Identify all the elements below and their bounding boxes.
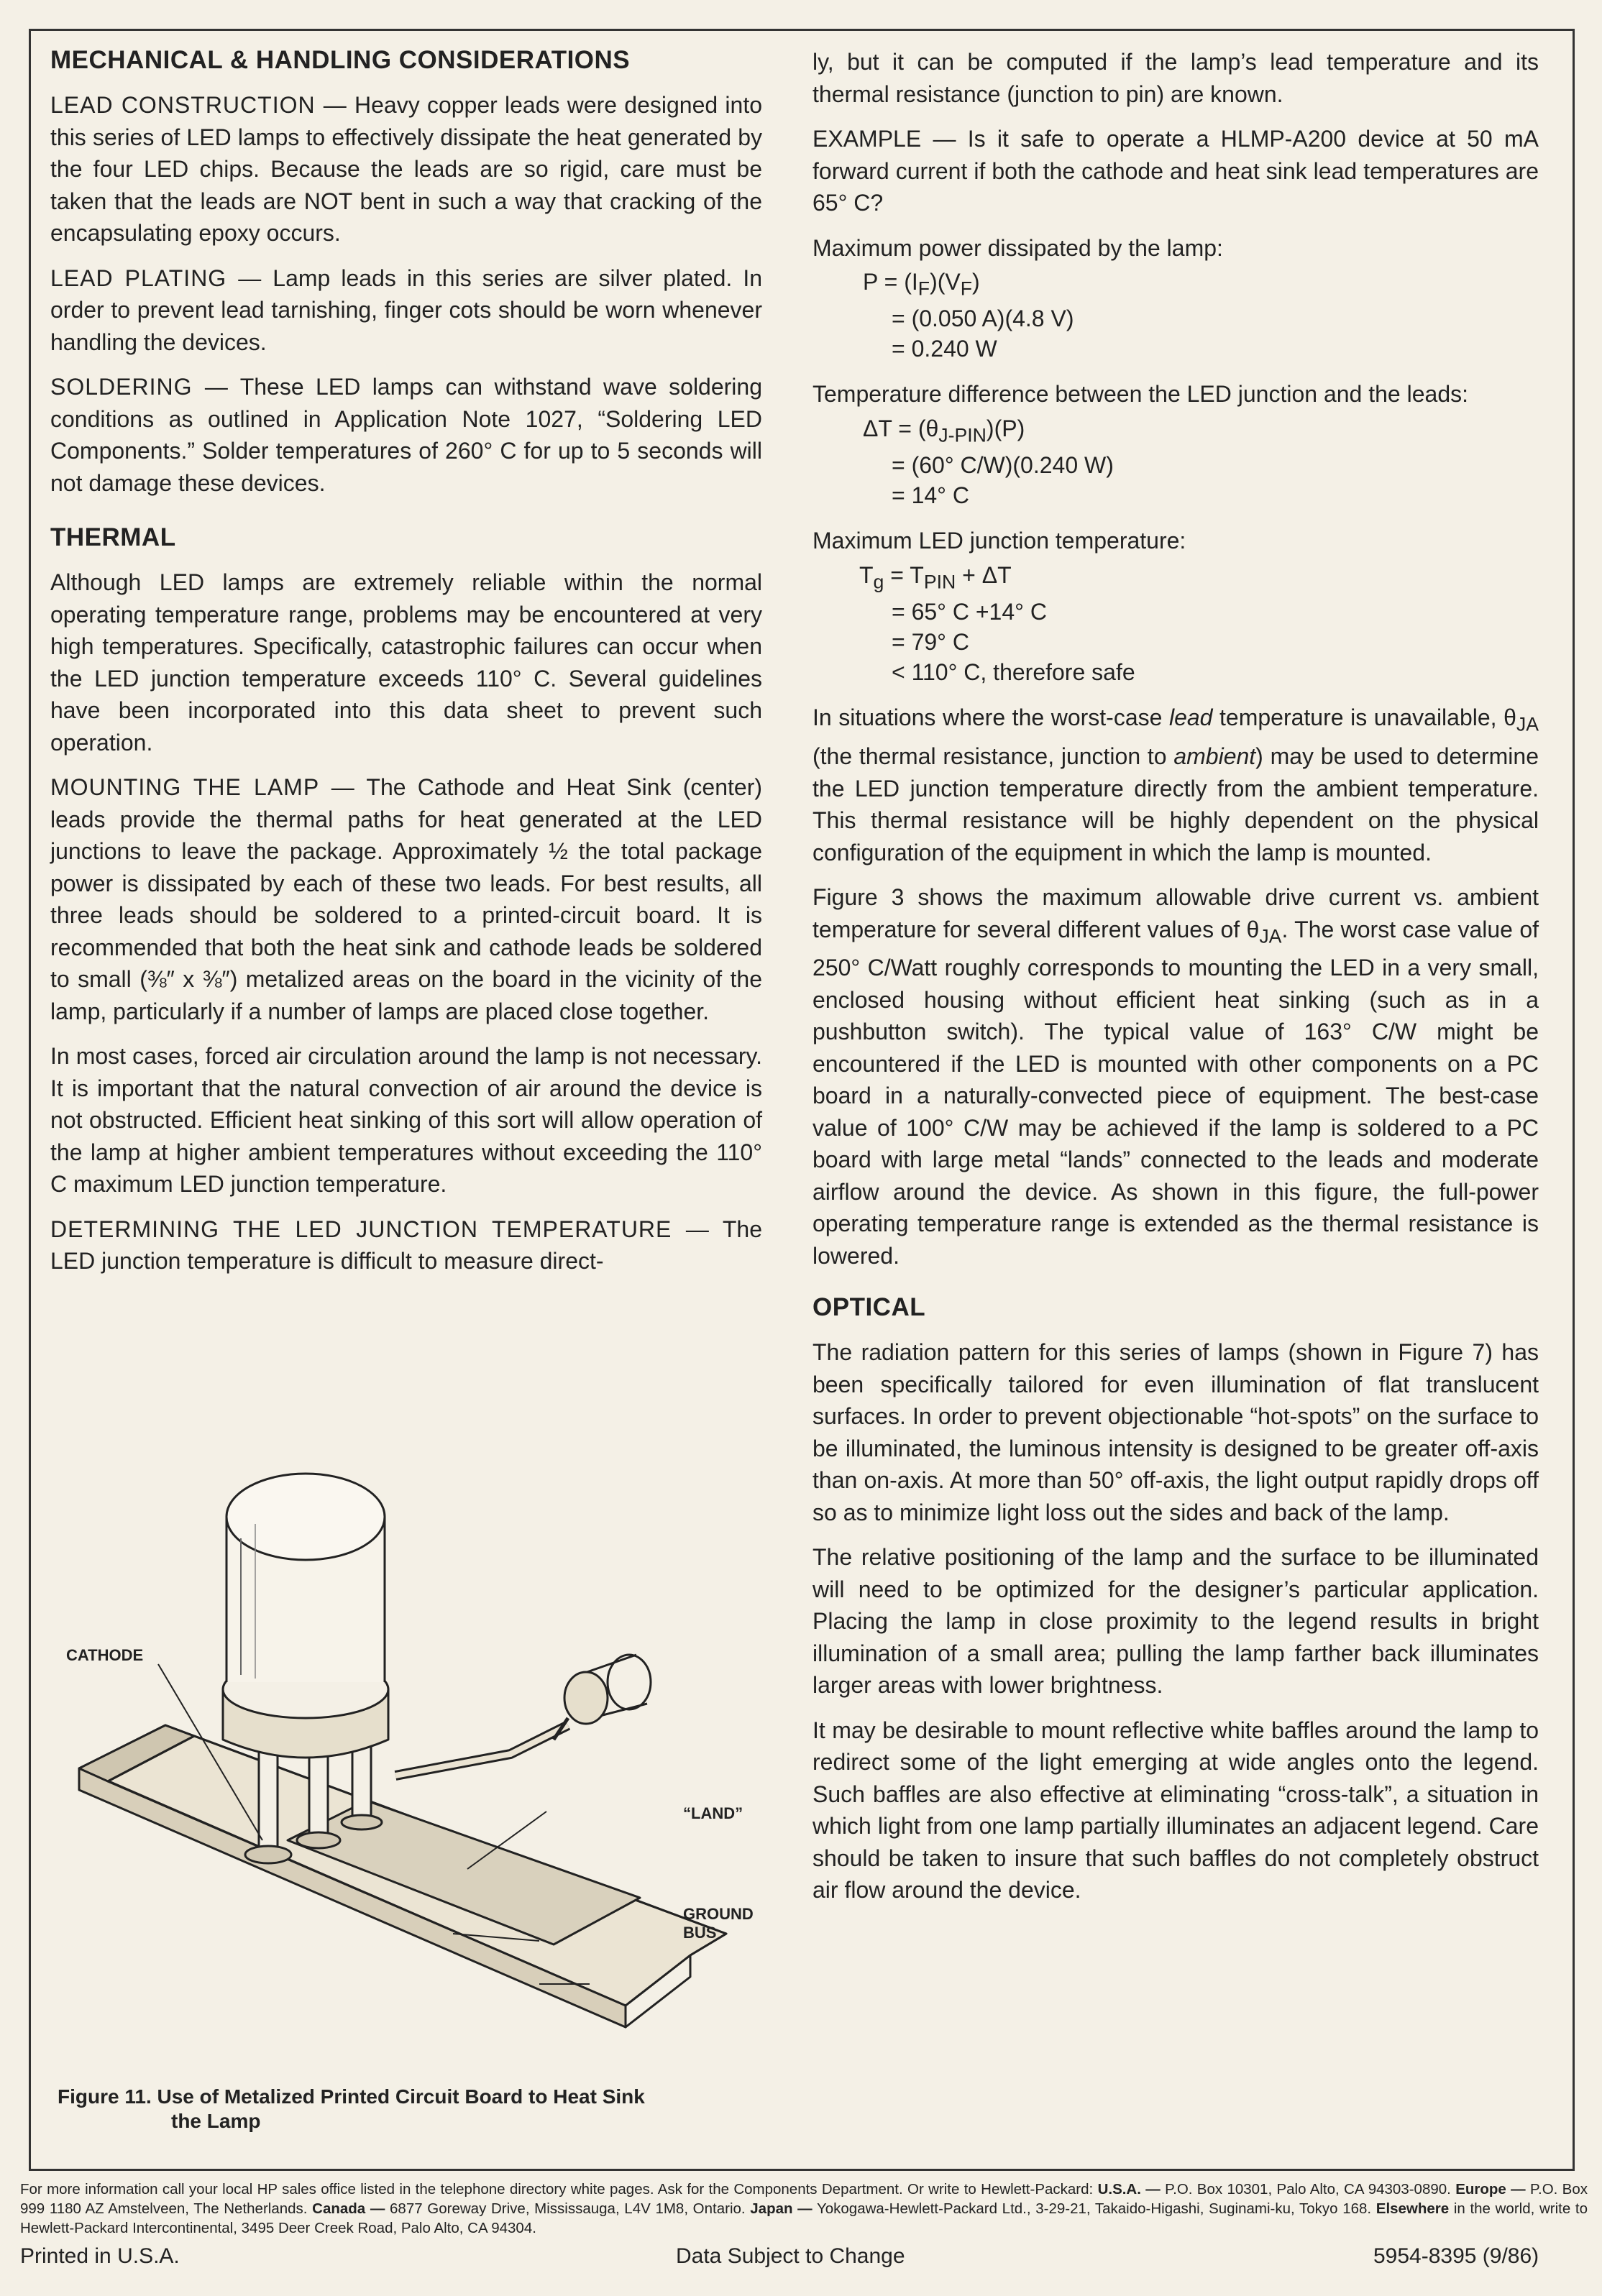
situations-paragraph: In situations where the worst-case lead temperature is unavailable, $\theta_{JA}$ (the thermal resistance, junction to ambient) may be used to determine the LED junction temperature directly from the ambient temperature. This thermal resistance will be highly dependent on the physical configuration of the equipment in which the lamp is mounted. [813, 704, 1539, 865]
soldering-paragraph: SOLDERING — These LED lamps can withstand wave soldering conditions as outlined in Application Note 1027, “Soldering LED Components.” Solder temperatures of 260° C for up to 5 seconds will not damage these devices. [50, 374, 763, 496]
data-subject-to-change: Data Subject to Change [676, 2244, 905, 2268]
figure-caption: Figure 11. Use of Metalized Printed Circuit Board to Heat Sink the Lamp [58, 2085, 645, 2132]
document-code: 5954-8395 (9/86) [1373, 2244, 1539, 2268]
lead-plating-paragraph: LEAD PLATING — Lamp leads in this series are silver plated. In order to prevent lead tarnishing, finger cots should be worn whenever handling the devices. [50, 265, 763, 355]
lead-construction-paragraph: LEAD CONSTRUCTION — Heavy copper leads were designed into this series of LED lamps to effectively dissipate the heat generated by the four LED chips. Because the leads are so rigid, care must be taken that the leads are NOT bent in such a way that cracking of the encapsulating epoxy occurs. [50, 92, 762, 246]
optical-paragraph-3: It may be desirable to mount reflective white baffles around the lamp to redirect some of the light emerging at wide angles onto the legend. Such baffles are also effective at eliminating “cross-talk”, a situation in which light from one lamp partially illuminates an adjacent legend. Care should be taken to insure that such baffles do not completely obstruct air flow around the device. [813, 1717, 1539, 1904]
determining-paragraph: DETERMINING THE LED JUNCTION TEMPERATURE — The LED junction temperature is difficult to measure direct- [50, 1216, 763, 1274]
right-column [813, 46, 1539, 1919]
optical-paragraph-2: The relative positioning of the lamp and the surface to be illuminated will need to be optimized for the designer’s particular application. Placing the lamp in close proximity to the legend results in bright illumination of a small area; pulling the lamp farther back illuminates larger areas with lower brightness. [813, 1544, 1539, 1699]
example-paragraph: EXAMPLE — Is it safe to operate a HLMP-A200 device at 50 mA forward current if both the cathode and heat sink lead temperatures are 65° C? [813, 126, 1539, 216]
footer-contact-info: For more information call your local HP sales office listed in the telephone directory white pages. Ask for the Components Department. Or write to Hewlett-Packard: U.S.A. — P.O. Box 10301, Palo Alto, CA 94303-0890. Europe — P.O. Box 999 1180 AZ Amstelveen, The Netherlands. Canada — 6877 Goreway Drive, Mississauga, L4V 1M8, Ontario. Japan — Yokogawa-Hewlett-Packard Ltd., 3-29-21, Takaido-Higashi, Suginami-ku, Tokyo 168. Elsewhere in the world, write to Hewlett-Packard Intercontinental, 3495 Deer Creek Road, Palo Alto, CA 94304. [20, 2181, 1588, 2236]
delta-t-equation: $\Delta T = (\theta_{J-PIN})(P)$ = (60° C/W)(0.240 W) = 14° C [863, 415, 1114, 509]
label-ground-bus-line2: BUS [683, 1924, 717, 1942]
figure3-paragraph: Figure 3 shows the maximum allowable drive current vs. ambient temperature for several different values of $\theta_{JA}$. The worst case value of 250° C/Watt roughly corresponds to mounting the LED in a very small, enclosed housing without efficient heat sinking (such as in a pushbutton switch). The typical value of 163° C/W might be encountered if the LED is mounted with other components on a PC board in a naturally-convected piece of equipment. The best-case value of 100° C/W may be achieved if the lamp is soldered to a PC board with large metal “lands” connected to the leads and moderate airflow around the device. As shown in this figure, the full-power operating temperature range is extended as the thermal resistance is lowered. [813, 884, 1539, 1269]
forced-air-paragraph: In most cases, forced air circulation around the lamp is not necessary. It is important that the natural convection of air around the device is not obstructed. Efficient heat sinking of this sort will allow operation of the lamp at higher ambient temperatures without exceeding the 110° C maximum LED junction temperature. [50, 1043, 762, 1197]
max-power-label: Maximum power dissipated by the lamp: [813, 234, 1223, 261]
label-cathode: CATHODE [66, 1646, 144, 1664]
lamp-on-pcb-illustration [50, 1438, 762, 2070]
printed-in: Printed in U.S.A. [20, 2244, 180, 2268]
thermal-paragraph: Although LED lamps are extremely reliable within the normal operating temperature range, problems may be encountered at very high temperatures. Specifically, catastrophic failures can occur when the LED junction temperature exceeds 110° C. Several guidelines have been incorporated into this data sheet to prevent such operation. [50, 569, 762, 756]
mounting-paragraph: MOUNTING THE LAMP — The Cathode and Heat Sink (center) leads provide the thermal paths for heat generated at the LED junctions to leave the package. Approximately ½ the total package power is dissipated by each of these two leads. For best results, all three leads should be soldered to a printed-circuit board. It is recommended that both the heat sink and cathode leads be soldered to small (⅜″ x ⅜″) metalized areas on the board in the vicinity of the lamp, particularly if a number of lamps are placed close together. [50, 774, 762, 1024]
label-land: “LAND” [683, 1804, 743, 1822]
section-heading-thermal: THERMAL [50, 523, 176, 551]
junction-temp-equation: $T_g = T_{PIN} + \Delta T$ = 65° C +14° C = 79° C < 110° C, therefore safe [859, 561, 1135, 686]
section-heading-mechanical: MECHANICAL & HANDLING CONSIDERATIONS [50, 46, 631, 74]
label-ground-bus-line1: GROUND [683, 1905, 754, 1923]
figure-11 [50, 1438, 762, 2132]
section-heading-optical: OPTICAL [813, 1293, 926, 1322]
power-equation: $P = (I_F)(V_F)$ = (0.050 A)(4.8 V) = 0.240 W [863, 269, 1074, 362]
optical-paragraph-1: The radiation pattern for this series of lamps (shown in Figure 7) has been specifically tailored for even illumination of flat translucent surfaces. In order to prevent objectionable “hot-spots” on the surface to be illuminated, the luminous intensity is designed to be greater off-axis than on-axis. At more than 50° off-axis, the light output rapidly drops off so as to minimize light loss out the sides and back of the lamp. [813, 1339, 1539, 1525]
continuation-paragraph: ly, but it can be computed if the lamp’s lead temperature and its thermal resistance (junction to pin) are known. [813, 49, 1539, 107]
temp-diff-label: Temperature difference between the LED junction and the leads: [813, 381, 1468, 408]
max-junction-label: Maximum LED junction temperature: [813, 528, 1186, 554]
left-column [50, 46, 762, 1290]
